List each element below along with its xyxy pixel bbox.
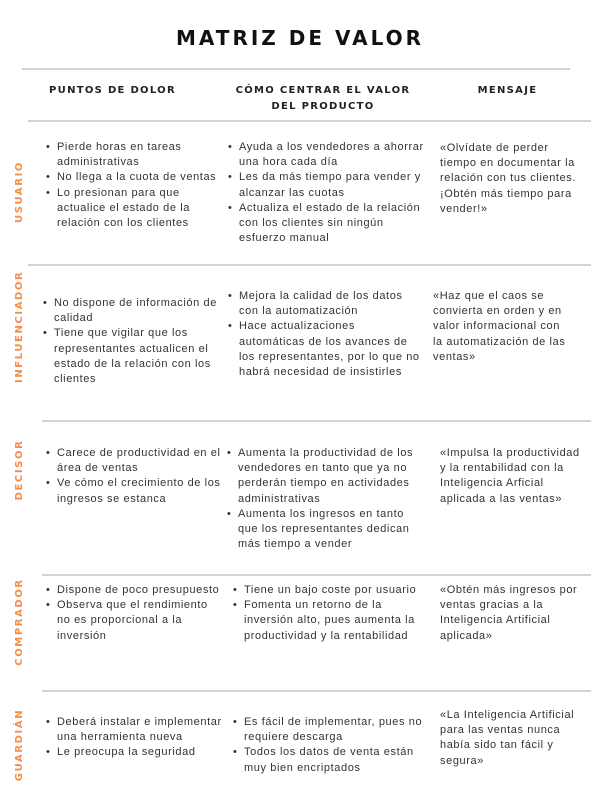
list-item: • Carece de productividad en el área de ventas [57, 446, 225, 476]
value-list [232, 583, 424, 644]
list-item: • Fomenta un retorno de la inversión alto, pues aumenta la productividad y la rentabilidad [244, 598, 424, 644]
message-text: «Haz que el caos se convierta en orden y en valor informacional con la automatización de las ventas» [433, 290, 566, 363]
divider [22, 68, 570, 70]
value-list [226, 446, 424, 552]
list-item: • Todos los datos de venta están muy bien encriptados [244, 745, 424, 775]
list-item: • Le preocupa la seguridad [57, 745, 225, 760]
list-item: • Actualiza el estado de la relación con los clientes sin ningún esfuerzo manual [239, 201, 424, 247]
page-title: MATRIZ DE VALOR [175, 26, 425, 50]
list-item: • Hace actualizaciones automáticas de los avances de los representantes, por lo que no habrá necesidad de insistirles [239, 319, 424, 380]
value-list [227, 289, 424, 380]
list-item: • Pierde horas en tareas administrativas [57, 140, 225, 170]
row-label-decisor: DECISOR [14, 439, 25, 501]
list-item: • Ve cómo el crecimiento de los ingresos se estanca [57, 476, 225, 506]
list-item: • Aumenta la productividad de los vendedores en tanto que ya no perderán tiempo en actividades administrativas [238, 446, 424, 507]
list-item: • Deberá instalar e implementar una herramienta nueva [57, 715, 225, 745]
divider [42, 690, 591, 692]
list-item: • Les da más tiempo para vender y alcanzar las cuotas [239, 170, 424, 200]
header-mensaje: MENSAJE [477, 85, 538, 96]
list-item: • Es fácil de implementar, pues no requiere descarga [244, 715, 424, 745]
list-item: • Tiene un bajo coste por usuario [244, 583, 424, 598]
divider [42, 574, 591, 576]
list-item: • Mejora la calidad de los datos con la automatización [239, 289, 424, 319]
divider [28, 120, 591, 122]
pain-points-list [45, 140, 225, 231]
divider [42, 420, 591, 422]
divider [28, 264, 591, 266]
header-centrar-valor: CÓMO CENTRAR EL VALOR DEL PRODUCTO [235, 85, 411, 112]
list-item: • Observa que el rendimiento no es proporcional a la inversión [57, 598, 222, 644]
pain-points-list [45, 446, 225, 507]
list-item: • Tiene que vigilar que los representantes actualicen el estado de la relación con los clientes [54, 326, 226, 387]
list-item: • No dispone de información de calidad [54, 296, 226, 326]
header-puntos-de-dolor: PUNTOS DE DOLOR [49, 85, 176, 96]
pain-points-list [45, 583, 222, 644]
list-item: • Dispone de poco presupuesto [57, 583, 222, 598]
message-text: «Olvídate de perder tiempo en documentar la relación con tus clientes. ¡Obtén más tiempo para vender!» [440, 142, 577, 215]
row-label-comprador: COMPRADOR [14, 578, 25, 666]
list-item: • No llega a la cuota de ventas [57, 170, 225, 185]
message-text: «La Inteligencia Artificial para las ventas nunca había sido tan fácil y segura» [440, 709, 575, 767]
message-text: «Obtén más ingresos por ventas gracias a la Inteligencia Artificial aplicada» [440, 584, 578, 642]
value-list [232, 715, 424, 776]
row-label-usuario: USUARIO [14, 161, 25, 223]
row-label-influenciador: INFLUENCIADOR [14, 270, 25, 383]
row-label-guardian: GUARDIÁN [14, 708, 25, 782]
message-text: «Impulsa la productividad y la rentabilidad con la Inteligencia Arficial aplicada a las ventas» [440, 447, 580, 505]
pain-points-list [45, 715, 225, 761]
list-item: • Aumenta los ingresos en tanto que los representantes dedican más tiempo a vender [238, 507, 424, 553]
list-item: • Lo presionan para que actualice el estado de la relación con los clientes [57, 186, 225, 232]
value-list [227, 140, 424, 246]
pain-points-list [42, 296, 226, 387]
list-item: • Ayuda a los vendedores a ahorrar una hora cada día [239, 140, 424, 170]
